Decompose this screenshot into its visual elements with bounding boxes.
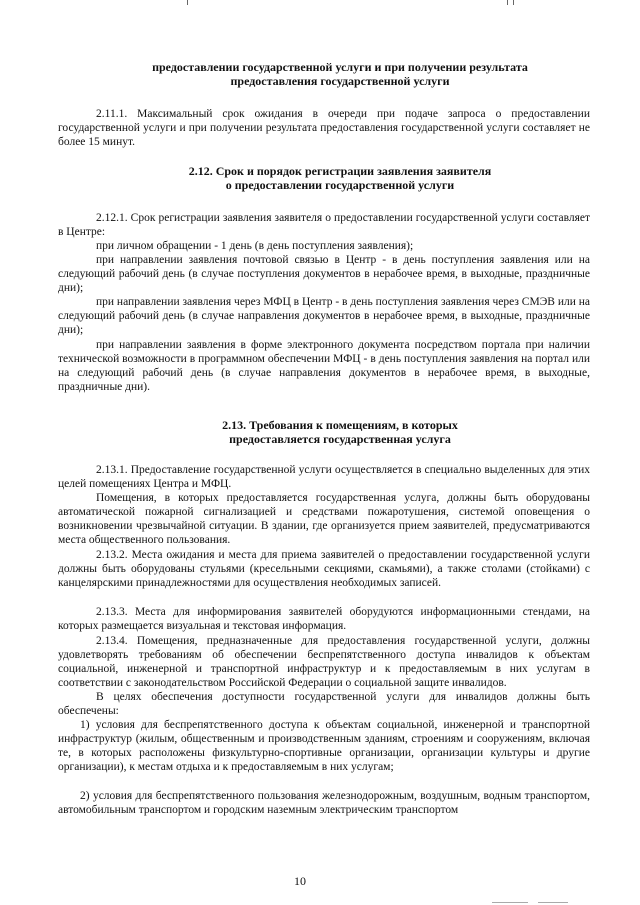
section-heading-2-13 xyxy=(120,418,560,446)
list-item-1: 1) условия для беспрепятственного доступа к объектам социальной, инженерной и транспортной инфраструктур (жилым, общественным и производственным зданиям, строениям и сооружениям, включая те, в которых расположены физкультурно-спортивные организации, организации культуры и другие организации), к местам отдыха и к предоставляемым в них услугам; xyxy=(58,719,590,774)
paragraph-2-13-3: 2.13.3. Места для информирования заявителей оборудуются информационными стендами, на которых размещается визуальная и текстовая информация. xyxy=(58,606,590,633)
paragraph-2-13-2: 2.13.2. Места ожидания и места для приема заявителей о предоставлении государственной услуги должны быть оборудованы стульями (кресельными секциями, скамьями), а также столами (стойками) с канцелярскими принадлежностями для осуществления необходимых записей. xyxy=(58,549,590,590)
scan-mark xyxy=(187,0,188,5)
paragraph-2-11-1: 2.11.1. Максимальный срок ожидания в очереди при подаче запроса о предоставлении государственной услуги и при получении результата предоставления государственной услуги составляет не более 15 минут. xyxy=(58,108,590,149)
page-number: 10 xyxy=(294,874,306,888)
scan-mark xyxy=(538,902,568,903)
section-heading-continued xyxy=(120,60,560,88)
paragraph-2-13-4: 2.13.4. Помещения, предназначенные для предоставления государственной услуги, должны удовлетворять требованиям об обеспечении беспрепятственного доступа инвалидов к объектам социальной, инженерной и транспортной инфраструктур и к предоставляемым в них услугам в соответствии с законодательством Российской Федерации о социальной защите инвалидов. xyxy=(58,635,590,690)
heading-line: 2.13. Требования к помещениям, в которых xyxy=(222,418,458,432)
paragraph-accessibility: В целях обеспечения доступности государственной услуги для инвалидов должны быть обеспечены: xyxy=(58,691,590,718)
paragraph-portal: при направлении заявления в форме электронного документа посредством портала при наличии технической возможности в программном обеспечении МФЦ - в день поступления заявления на портал или на следующий рабочий день (в случае направления документов в нерабочее время, в выходные, праздничные дни). xyxy=(58,339,590,394)
section-heading-2-12 xyxy=(120,164,560,192)
scan-mark xyxy=(507,0,508,5)
heading-line: 2.12. Срок и порядок регистрации заявления заявителя xyxy=(188,164,492,178)
scan-mark xyxy=(513,0,514,5)
paragraph-mfc: при направлении заявления через МФЦ в Центр - в день поступления заявления через СМЭВ или на следующий рабочий день (в случае направления документов в нерабочее время, в выходные, праздничные дни); xyxy=(58,296,591,337)
list-item-2: 2) условия для беспрепятственного пользования железнодорожным, воздушным, водным транспортом, автомобильным транспортом и городским наземным электрическим транспортом xyxy=(58,790,590,817)
paragraph-postal: при направлении заявления почтовой связью в Центр - в день поступления заявления или на следующий рабочий день (в случае поступления документов в нерабочее время, в выходные, праздничные дни); xyxy=(58,254,590,295)
paragraph-premises: Помещения, в которых предоставляется государственная услуга, должны быть оборудованы автоматической пожарной сигнализацией и средствами пожаротушения, системой оповещения о возникновении чрезвычайной ситуации. В здании, где организуется прием заявителей, предусматриваются места общественного пользования. xyxy=(58,492,590,547)
heading-line: о предоставлении государственной услуги xyxy=(225,178,455,192)
heading-line: предоставлении государственной услуги и при получении результата xyxy=(152,60,528,74)
heading-line: предоставляется государственная услуга xyxy=(229,432,451,446)
paragraph-2-12-1: 2.12.1. Срок регистрации заявления заявителя о предоставлении государственной услуги составляет в Центре: xyxy=(58,212,590,239)
paragraph-personal-visit: при личном обращении - 1 день (в день поступления заявления); xyxy=(96,240,414,252)
paragraph-2-13-1: 2.13.1. Предоставление государственной услуги осуществляется в специально выделенных для этих целей помещениях Центра и МФЦ. xyxy=(58,464,590,491)
heading-line: предоставления государственной услуги xyxy=(230,74,450,88)
scan-mark xyxy=(492,902,528,903)
